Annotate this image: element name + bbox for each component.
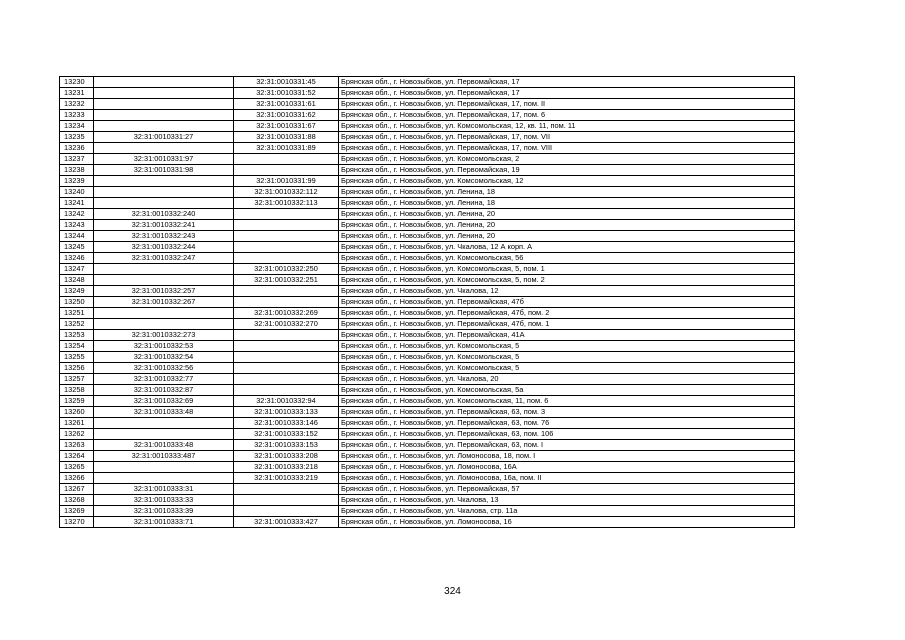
address-cell: Брянская обл., г. Новозыбков, ул. Комсомольская, 5	[339, 363, 795, 374]
cadastral-number-b-cell	[234, 209, 339, 220]
cadastral-number-b-cell: 32:31:0010331:67	[234, 121, 339, 132]
cadastral-number-b-cell: 32:31:0010333:152	[234, 429, 339, 440]
table-row	[60, 341, 795, 352]
table-row	[60, 396, 795, 407]
cadastral-number-b-cell: 32:31:0010331:99	[234, 176, 339, 187]
cadastral-number-a-cell	[94, 308, 234, 319]
row-number-cell: 13252	[60, 319, 94, 330]
cadastral-number-a-cell	[94, 418, 234, 429]
table-row	[60, 121, 795, 132]
cadastral-number-a-cell	[94, 264, 234, 275]
address-cell: Брянская обл., г. Новозыбков, ул. Первомайская, 47б, пом. 2	[339, 308, 795, 319]
address-cell: Брянская обл., г. Новозыбков, ул. Первомайская, 63, пом. 3	[339, 407, 795, 418]
row-number-cell: 13240	[60, 187, 94, 198]
row-number-cell: 13232	[60, 99, 94, 110]
cadastral-number-b-cell	[234, 220, 339, 231]
cadastral-number-a-cell: 32:31:0010332:77	[94, 374, 234, 385]
cadastral-number-a-cell: 32:31:0010333:31	[94, 484, 234, 495]
table-row	[60, 77, 795, 88]
table-row	[60, 473, 795, 484]
table-row	[60, 495, 795, 506]
cadastral-number-a-cell	[94, 88, 234, 99]
cadastral-number-a-cell: 32:31:0010332:244	[94, 242, 234, 253]
cadastral-number-a-cell	[94, 198, 234, 209]
row-number-cell: 13236	[60, 143, 94, 154]
row-number-cell: 13231	[60, 88, 94, 99]
table-row	[60, 517, 795, 528]
cadastral-number-a-cell: 32:31:0010332:56	[94, 363, 234, 374]
table-row	[60, 154, 795, 165]
address-cell: Брянская обл., г. Новозыбков, ул. Ленина, 20	[339, 220, 795, 231]
table-row	[60, 143, 795, 154]
cadastral-number-a-cell	[94, 110, 234, 121]
row-number-cell: 13239	[60, 176, 94, 187]
address-cell: Брянская обл., г. Новозыбков, ул. Первомайская, 19	[339, 165, 795, 176]
address-cell: Брянская обл., г. Новозыбков, ул. Первомайская, 57	[339, 484, 795, 495]
table-row	[60, 363, 795, 374]
table-row	[60, 242, 795, 253]
cadastral-number-a-cell	[94, 143, 234, 154]
table-row	[60, 297, 795, 308]
cadastral-number-a-cell: 32:31:0010333:33	[94, 495, 234, 506]
table-row	[60, 264, 795, 275]
address-cell: Брянская обл., г. Новозыбков, ул. Комсомольская, 5, пом. 2	[339, 275, 795, 286]
cadastral-number-b-cell	[234, 385, 339, 396]
address-cell: Брянская обл., г. Новозыбков, ул. Комсомольская, 12, кв. 11, пом. 11	[339, 121, 795, 132]
table-row	[60, 187, 795, 198]
table-row	[60, 88, 795, 99]
row-number-cell: 13244	[60, 231, 94, 242]
cadastral-number-a-cell: 32:31:0010333:48	[94, 407, 234, 418]
row-number-cell: 13248	[60, 275, 94, 286]
table-row	[60, 352, 795, 363]
address-cell: Брянская обл., г. Новозыбков, ул. Ленина, 20	[339, 231, 795, 242]
cadastral-number-a-cell: 32:31:0010332:273	[94, 330, 234, 341]
row-number-cell: 13256	[60, 363, 94, 374]
address-cell: Брянская обл., г. Новозыбков, ул. Чкалова, 20	[339, 374, 795, 385]
row-number-cell: 13230	[60, 77, 94, 88]
cadastral-number-b-cell	[234, 330, 339, 341]
cadastral-number-b-cell	[234, 286, 339, 297]
cadastral-number-a-cell	[94, 462, 234, 473]
cadastral-number-b-cell: 32:31:0010332:112	[234, 187, 339, 198]
cadastral-number-a-cell	[94, 429, 234, 440]
table-row	[60, 176, 795, 187]
cadastral-number-b-cell: 32:31:0010333:208	[234, 451, 339, 462]
row-number-cell: 13259	[60, 396, 94, 407]
cadastral-number-b-cell: 32:31:0010331:52	[234, 88, 339, 99]
row-number-cell: 13254	[60, 341, 94, 352]
cadastral-number-a-cell: 32:31:0010333:71	[94, 517, 234, 528]
address-cell: Брянская обл., г. Новозыбков, ул. Комсомольская, 5а	[339, 385, 795, 396]
row-number-cell: 13243	[60, 220, 94, 231]
cadastral-number-b-cell	[234, 165, 339, 176]
registry-table-body	[60, 77, 795, 528]
address-cell: Брянская обл., г. Новозыбков, ул. Ленина, 18	[339, 187, 795, 198]
row-number-cell: 13270	[60, 517, 94, 528]
cadastral-number-b-cell	[234, 495, 339, 506]
address-cell: Брянская обл., г. Новозыбков, ул. Комсомольская, 56	[339, 253, 795, 264]
address-cell: Брянская обл., г. Новозыбков, ул. Первомайская, 47б	[339, 297, 795, 308]
cadastral-number-a-cell: 32:31:0010331:27	[94, 132, 234, 143]
cadastral-number-a-cell	[94, 473, 234, 484]
cadastral-number-b-cell: 32:31:0010331:89	[234, 143, 339, 154]
table-row	[60, 484, 795, 495]
address-cell: Брянская обл., г. Новозыбков, ул. Первомайская, 17, пом. VIII	[339, 143, 795, 154]
address-cell: Брянская обл., г. Новозыбков, ул. Чкалова, стр. 11а	[339, 506, 795, 517]
cadastral-number-a-cell: 32:31:0010333:48	[94, 440, 234, 451]
row-number-cell: 13234	[60, 121, 94, 132]
table-row	[60, 231, 795, 242]
row-number-cell: 13266	[60, 473, 94, 484]
address-cell: Брянская обл., г. Новозыбков, ул. Первомайская, 17, пом. 6	[339, 110, 795, 121]
cadastral-number-a-cell: 32:31:0010332:267	[94, 297, 234, 308]
address-cell: Брянская обл., г. Новозыбков, ул. Комсомольская, 5	[339, 341, 795, 352]
cadastral-number-b-cell: 32:31:0010333:153	[234, 440, 339, 451]
table-row	[60, 110, 795, 121]
cadastral-number-b-cell	[234, 253, 339, 264]
cadastral-number-b-cell	[234, 374, 339, 385]
cadastral-number-a-cell: 32:31:0010332:87	[94, 385, 234, 396]
table-row	[60, 308, 795, 319]
cadastral-number-a-cell: 32:31:0010333:39	[94, 506, 234, 517]
cadastral-number-a-cell: 32:31:0010332:69	[94, 396, 234, 407]
cadastral-number-b-cell: 32:31:0010332:94	[234, 396, 339, 407]
row-number-cell: 13253	[60, 330, 94, 341]
cadastral-number-b-cell	[234, 154, 339, 165]
table-row	[60, 165, 795, 176]
table-row	[60, 506, 795, 517]
address-cell: Брянская обл., г. Новозыбков, ул. Первомайская, 17	[339, 88, 795, 99]
row-number-cell: 13264	[60, 451, 94, 462]
cadastral-number-a-cell	[94, 319, 234, 330]
address-cell: Брянская обл., г. Новозыбков, ул. Чкалова, 12	[339, 286, 795, 297]
page-number: 324	[444, 586, 461, 597]
table-row	[60, 132, 795, 143]
address-cell: Брянская обл., г. Новозыбков, ул. Ленина, 20	[339, 209, 795, 220]
address-cell: Брянская обл., г. Новозыбков, ул. Комсомольская, 12	[339, 176, 795, 187]
row-number-cell: 13268	[60, 495, 94, 506]
row-number-cell: 13267	[60, 484, 94, 495]
address-cell: Брянская обл., г. Новозыбков, ул. Комсомольская, 5, пом. 1	[339, 264, 795, 275]
table-row	[60, 418, 795, 429]
cadastral-number-a-cell: 32:31:0010331:98	[94, 165, 234, 176]
row-number-cell: 13237	[60, 154, 94, 165]
address-cell: Брянская обл., г. Новозыбков, ул. Первомайская, 41А	[339, 330, 795, 341]
row-number-cell: 13242	[60, 209, 94, 220]
address-cell: Брянская обл., г. Новозыбков, ул. Ломоносова, 16	[339, 517, 795, 528]
cadastral-number-b-cell: 32:31:0010333:427	[234, 517, 339, 528]
row-number-cell: 13247	[60, 264, 94, 275]
row-number-cell: 13263	[60, 440, 94, 451]
address-cell: Брянская обл., г. Новозыбков, ул. Первомайская, 63, пом. I	[339, 440, 795, 451]
address-cell: Брянская обл., г. Новозыбков, ул. Чкалова, 12 А корп. А	[339, 242, 795, 253]
row-number-cell: 13251	[60, 308, 94, 319]
cadastral-number-b-cell	[234, 352, 339, 363]
address-cell: Брянская обл., г. Новозыбков, ул. Первомайская, 17	[339, 77, 795, 88]
cadastral-number-b-cell: 32:31:0010333:133	[234, 407, 339, 418]
row-number-cell: 13265	[60, 462, 94, 473]
row-number-cell: 13262	[60, 429, 94, 440]
cadastral-number-a-cell	[94, 187, 234, 198]
row-number-cell: 13257	[60, 374, 94, 385]
cadastral-number-b-cell: 32:31:0010331:62	[234, 110, 339, 121]
row-number-cell: 13245	[60, 242, 94, 253]
cadastral-number-b-cell	[234, 341, 339, 352]
table-row	[60, 462, 795, 473]
cadastral-number-b-cell: 32:31:0010331:61	[234, 99, 339, 110]
cadastral-number-b-cell: 32:31:0010332:269	[234, 308, 339, 319]
table-row	[60, 220, 795, 231]
address-cell: Брянская обл., г. Новозыбков, ул. Ленина, 18	[339, 198, 795, 209]
row-number-cell: 13238	[60, 165, 94, 176]
cadastral-number-a-cell	[94, 176, 234, 187]
table-row	[60, 451, 795, 462]
cadastral-number-b-cell: 32:31:0010333:218	[234, 462, 339, 473]
address-cell: Брянская обл., г. Новозыбков, ул. Чкалова, 13	[339, 495, 795, 506]
cadastral-number-a-cell: 32:31:0010332:247	[94, 253, 234, 264]
table-row	[60, 209, 795, 220]
row-number-cell: 13250	[60, 297, 94, 308]
row-number-cell: 13241	[60, 198, 94, 209]
cadastral-number-b-cell	[234, 242, 339, 253]
cadastral-number-a-cell: 32:31:0010332:241	[94, 220, 234, 231]
address-cell: Брянская обл., г. Новозыбков, ул. Ломоносова, 18, пом. I	[339, 451, 795, 462]
row-number-cell: 13249	[60, 286, 94, 297]
row-number-cell: 13246	[60, 253, 94, 264]
cadastral-number-b-cell: 32:31:0010332:270	[234, 319, 339, 330]
row-number-cell: 13261	[60, 418, 94, 429]
address-cell: Брянская обл., г. Новозыбков, ул. Первомайская, 63, пом. 76	[339, 418, 795, 429]
cadastral-number-b-cell: 32:31:0010331:88	[234, 132, 339, 143]
cadastral-number-b-cell	[234, 231, 339, 242]
cadastral-number-b-cell	[234, 506, 339, 517]
table-row	[60, 286, 795, 297]
table-row	[60, 330, 795, 341]
cadastral-number-b-cell: 32:31:0010333:146	[234, 418, 339, 429]
cadastral-number-b-cell: 32:31:0010333:219	[234, 473, 339, 484]
address-cell: Брянская обл., г. Новозыбков, ул. Первомайская, 17, пом. II	[339, 99, 795, 110]
table-row	[60, 319, 795, 330]
row-number-cell: 13255	[60, 352, 94, 363]
table-row	[60, 253, 795, 264]
table-row	[60, 429, 795, 440]
table-row	[60, 198, 795, 209]
cadastral-number-b-cell	[234, 484, 339, 495]
cadastral-number-a-cell: 32:31:0010331:97	[94, 154, 234, 165]
table-row	[60, 440, 795, 451]
cadastral-number-b-cell: 32:31:0010332:113	[234, 198, 339, 209]
row-number-cell: 13233	[60, 110, 94, 121]
cadastral-number-a-cell	[94, 275, 234, 286]
cadastral-number-a-cell	[94, 121, 234, 132]
table-row	[60, 275, 795, 286]
cadastral-number-a-cell: 32:31:0010332:53	[94, 341, 234, 352]
registry-table	[59, 76, 795, 528]
cadastral-number-b-cell: 32:31:0010331:45	[234, 77, 339, 88]
row-number-cell: 13260	[60, 407, 94, 418]
cadastral-number-b-cell: 32:31:0010332:251	[234, 275, 339, 286]
cadastral-number-a-cell: 32:31:0010332:54	[94, 352, 234, 363]
cadastral-number-a-cell: 32:31:0010332:257	[94, 286, 234, 297]
address-cell: Брянская обл., г. Новозыбков, ул. Комсомольская, 11, пом. 6	[339, 396, 795, 407]
address-cell: Брянская обл., г. Новозыбков, ул. Первомайская, 17, пом. VII	[339, 132, 795, 143]
row-number-cell: 13235	[60, 132, 94, 143]
address-cell: Брянская обл., г. Новозыбков, ул. Комсомольская, 5	[339, 352, 795, 363]
table-row	[60, 407, 795, 418]
cadastral-number-a-cell	[94, 77, 234, 88]
cadastral-number-a-cell: 32:31:0010332:240	[94, 209, 234, 220]
table-row	[60, 374, 795, 385]
cadastral-number-a-cell: 32:31:0010333:487	[94, 451, 234, 462]
address-cell: Брянская обл., г. Новозыбков, ул. Первомайская, 63, пом. 106	[339, 429, 795, 440]
address-cell: Брянская обл., г. Новозыбков, ул. Ломоносова, 16А	[339, 462, 795, 473]
address-cell: Брянская обл., г. Новозыбков, ул. Первомайская, 47б, пом. 1	[339, 319, 795, 330]
table-row	[60, 385, 795, 396]
row-number-cell: 13269	[60, 506, 94, 517]
cadastral-number-a-cell	[94, 99, 234, 110]
cadastral-number-b-cell	[234, 363, 339, 374]
cadastral-number-b-cell	[234, 297, 339, 308]
address-cell: Брянская обл., г. Новозыбков, ул. Комсомольская, 2	[339, 154, 795, 165]
address-cell: Брянская обл., г. Новозыбков, ул. Ломоносова, 16а, пом. II	[339, 473, 795, 484]
row-number-cell: 13258	[60, 385, 94, 396]
cadastral-number-b-cell: 32:31:0010332:250	[234, 264, 339, 275]
table-row	[60, 99, 795, 110]
cadastral-number-a-cell: 32:31:0010332:243	[94, 231, 234, 242]
